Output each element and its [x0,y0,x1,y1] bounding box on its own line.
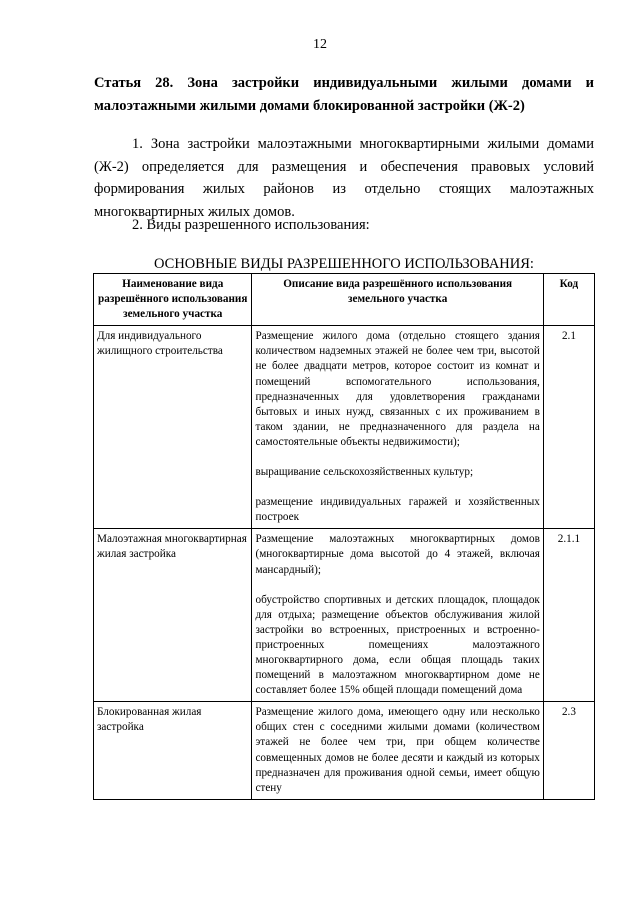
paragraph-permitted-uses: 2. Виды разрешенного использования: [132,217,370,233]
row-code: 2.1.1 [543,529,594,702]
article-title: Статья 28. Зона застройки индивидуальными жилыми домами и малоэтажными жилыми домами блокированной застройки (Ж-2) [94,75,594,114]
description-paragraph: размещение индивидуальных гаражей и хозяйственных построек [255,496,540,524]
row-description [252,702,543,800]
table-header-row [94,274,595,326]
table-caption: ОСНОВНЫЕ ВИДЫ РАЗРЕШЕННОГО ИСПОЛЬЗОВАНИЯ: [154,256,534,272]
description-paragraph: Размещение малоэтажных многоквартирных домов (многоквартирные дома высотой до 4 этажей, включая мансардный); [255,533,540,576]
table-row [94,326,595,529]
row-description [252,326,543,529]
page-number: 12 [313,37,327,52]
description-paragraph: Размещение жилого дома, имеющего одну или несколько общих стен с соседними жилыми домами (количеством этажей не более чем три, при общем количестве совмещенных домов не более десяти и каждый из которых предназначен для проживания одной семьи, имеет общую стену [255,706,540,794]
row-description [252,529,543,702]
description-paragraph: обустройство спортивных и детских площадок, площадок для отдыха; размещение объектов обслуживания жилой застройки во встроенных, пристроенных и встроенно-пристроенных помещениях малоэтажного многоквартирного дома, если общая площадь таких помещений в малоэтажном многоквартирном доме не составляет более 15% общей площади помещений дома [255,593,540,697]
header-description: Описание вида разрешённого использования земельного участка [252,274,543,326]
description-paragraph: выращивание сельскохозяйственных культур; [255,466,474,479]
row-name: Для индивидуального жилищного строительства [94,326,252,529]
description-paragraph: Размещение жилого дома (отдельно стоящего здания количеством надземных этажей не более чем три, высотой не более двадцати метров, которое состоит из комнат и помещений вспомогательного использования, предназначенных для удовлетворения гражданами бытовых и иных нужд, связанных с их проживанием в таком здании, не предназначенного для раздела на самостоятельные объекты недвижимости); [255,330,540,448]
table-row [94,702,595,800]
row-name: Малоэтажная многоквартирная жилая застройка [94,529,252,702]
page-bottom-margin [0,844,640,905]
row-name: Блокированная жилая застройка [94,702,252,800]
permitted-uses-table [93,273,595,800]
row-code: 2.3 [543,702,594,800]
paragraph-zone-definition: 1. Зона застройки малоэтажными многоквартирными жилыми домами (Ж-2) определяется для размещения и обеспечения правовых условий формирования жилых районов из отдельно стоящих малоэтажных многоквартирных жилых домов. [94,136,594,220]
header-name: Наименование вида разрешённого использования земельного участка [94,274,252,326]
table-row [94,529,595,702]
row-code: 2.1 [543,326,594,529]
header-code: Код [543,274,594,326]
